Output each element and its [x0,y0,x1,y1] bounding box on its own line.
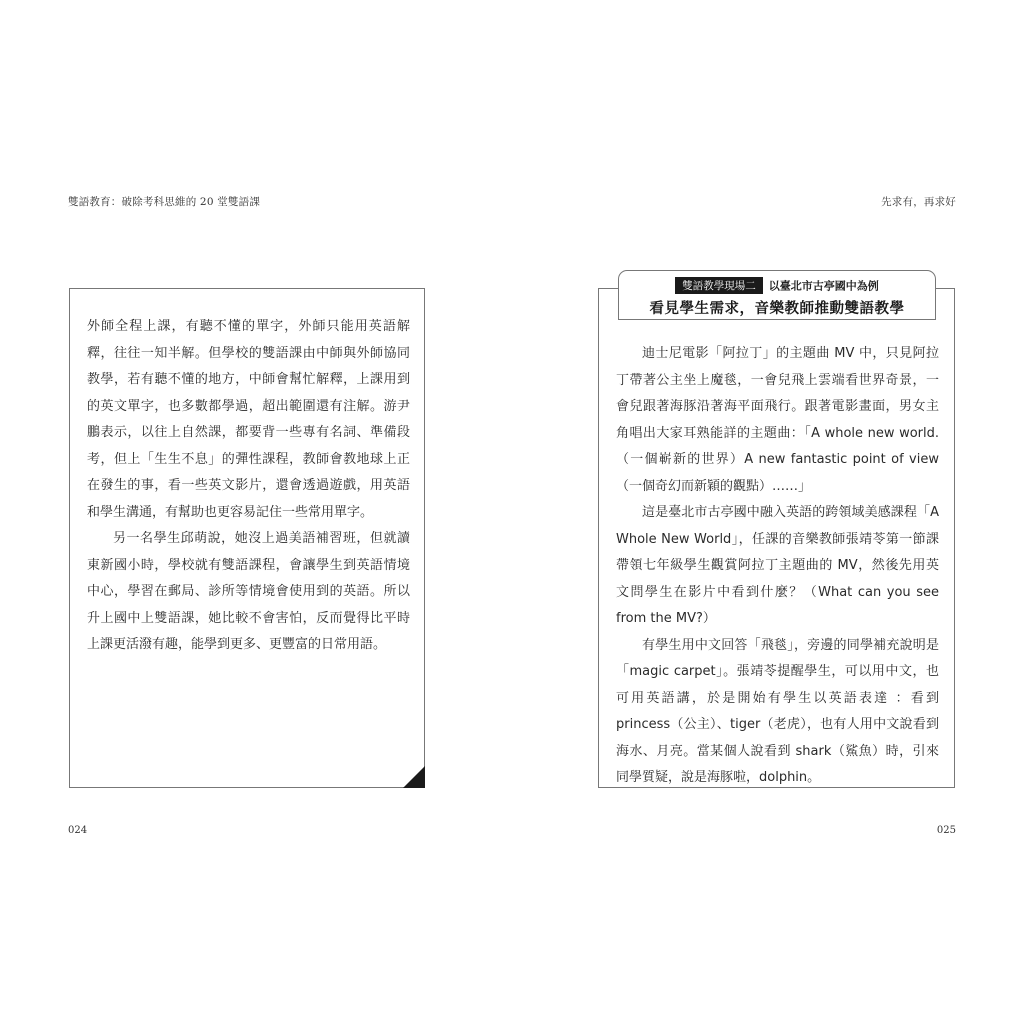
left-paragraph-2: 另一名學生邱萌說，她沒上過美語補習班，但就讀東新國小時，學校就有雙語課程，會讓學生到英語情境中心，學習在郵局、診所等情境會使用到的英語。所以升上國中上雙語課，她比較不會害怕，反而覺得比平時上課更活潑有趣，能學到更多、更豐富的日常用語。 [87,531,410,652]
running-head-right: 先求有，再求好 [881,196,956,208]
page-number-left: 024 [68,825,88,836]
right-paragraph-3: 有學生用中文回答「飛毯」，旁邊的同學補充說明是「magic carpet」。張靖苓提醒學生，可以用中文，也可用英語講，於是開始有學生以英語表達 ：看到 princess（公主）、tiger（老虎），也有人用中文說看到海水、月亮。當某個人說看到 shark（鯊魚）時，引來同學質疑，說是海豚啦，dolphin。 [616,637,939,785]
right-body [616,341,939,792]
page-number-right: 025 [936,825,956,836]
section-label-badge: 雙語教學現場二 [675,277,763,294]
running-head-left: 雙語教育：破除考科思維的 20 堂雙語課 [68,196,261,208]
section-title: 看見學生需求，音樂教師推動雙語教學 [649,300,905,317]
left-text-box [69,288,425,788]
right-text-box [598,288,955,788]
right-paragraph-2: 這是臺北市古亭國中融入英語的跨領域美感課程「A Whole New World」，任課的音樂教師張靖苓第一節課帶領七年級學生觀賞阿拉丁主題曲的 MV，然後先用英文問學生在影片中看到什麼？（What can you see from the MV?） [616,505,939,626]
right-paragraph-1: 迪士尼電影「阿拉丁」的主題曲 MV 中，只見阿拉丁帶著公主坐上魔毯，一會兒飛上雲端看世界奇景，一會兒跟著海豚沿著海平面飛行。跟著電影畫面，男女主角唱出大家耳熟能詳的主題曲：「A whole new world.（一個嶄新的世界）A new fantastic point of view（一個奇幻而新穎的觀點）……」 [616,346,939,494]
section-subtitle: 以臺北市古亭國中為例 [768,279,879,293]
left-paragraph-1: 外師全程上課，有聽不懂的單字，外師只能用英語解釋，往往一知半解。但學校的雙語課由中師與外師協同教學，若有聽不懂的地方，中師會幫忙解釋，上課用到的英文單字，也多數都學過，超出範圍還有注解。游尹鵬表示，以往上自然課，都要背一些專有名詞、準備段考，但上「生生不息」的彈性課程，教師會教地球上正在發生的事，看一些英文影片，還會透過遊戲，用英語和學生溝通，有幫助也更容易記住一些常用單字。 [87,319,410,520]
folded-corner-icon [403,766,425,788]
left-body [87,314,410,659]
section-title-tab [618,270,936,320]
section-heading-line [619,277,935,294]
